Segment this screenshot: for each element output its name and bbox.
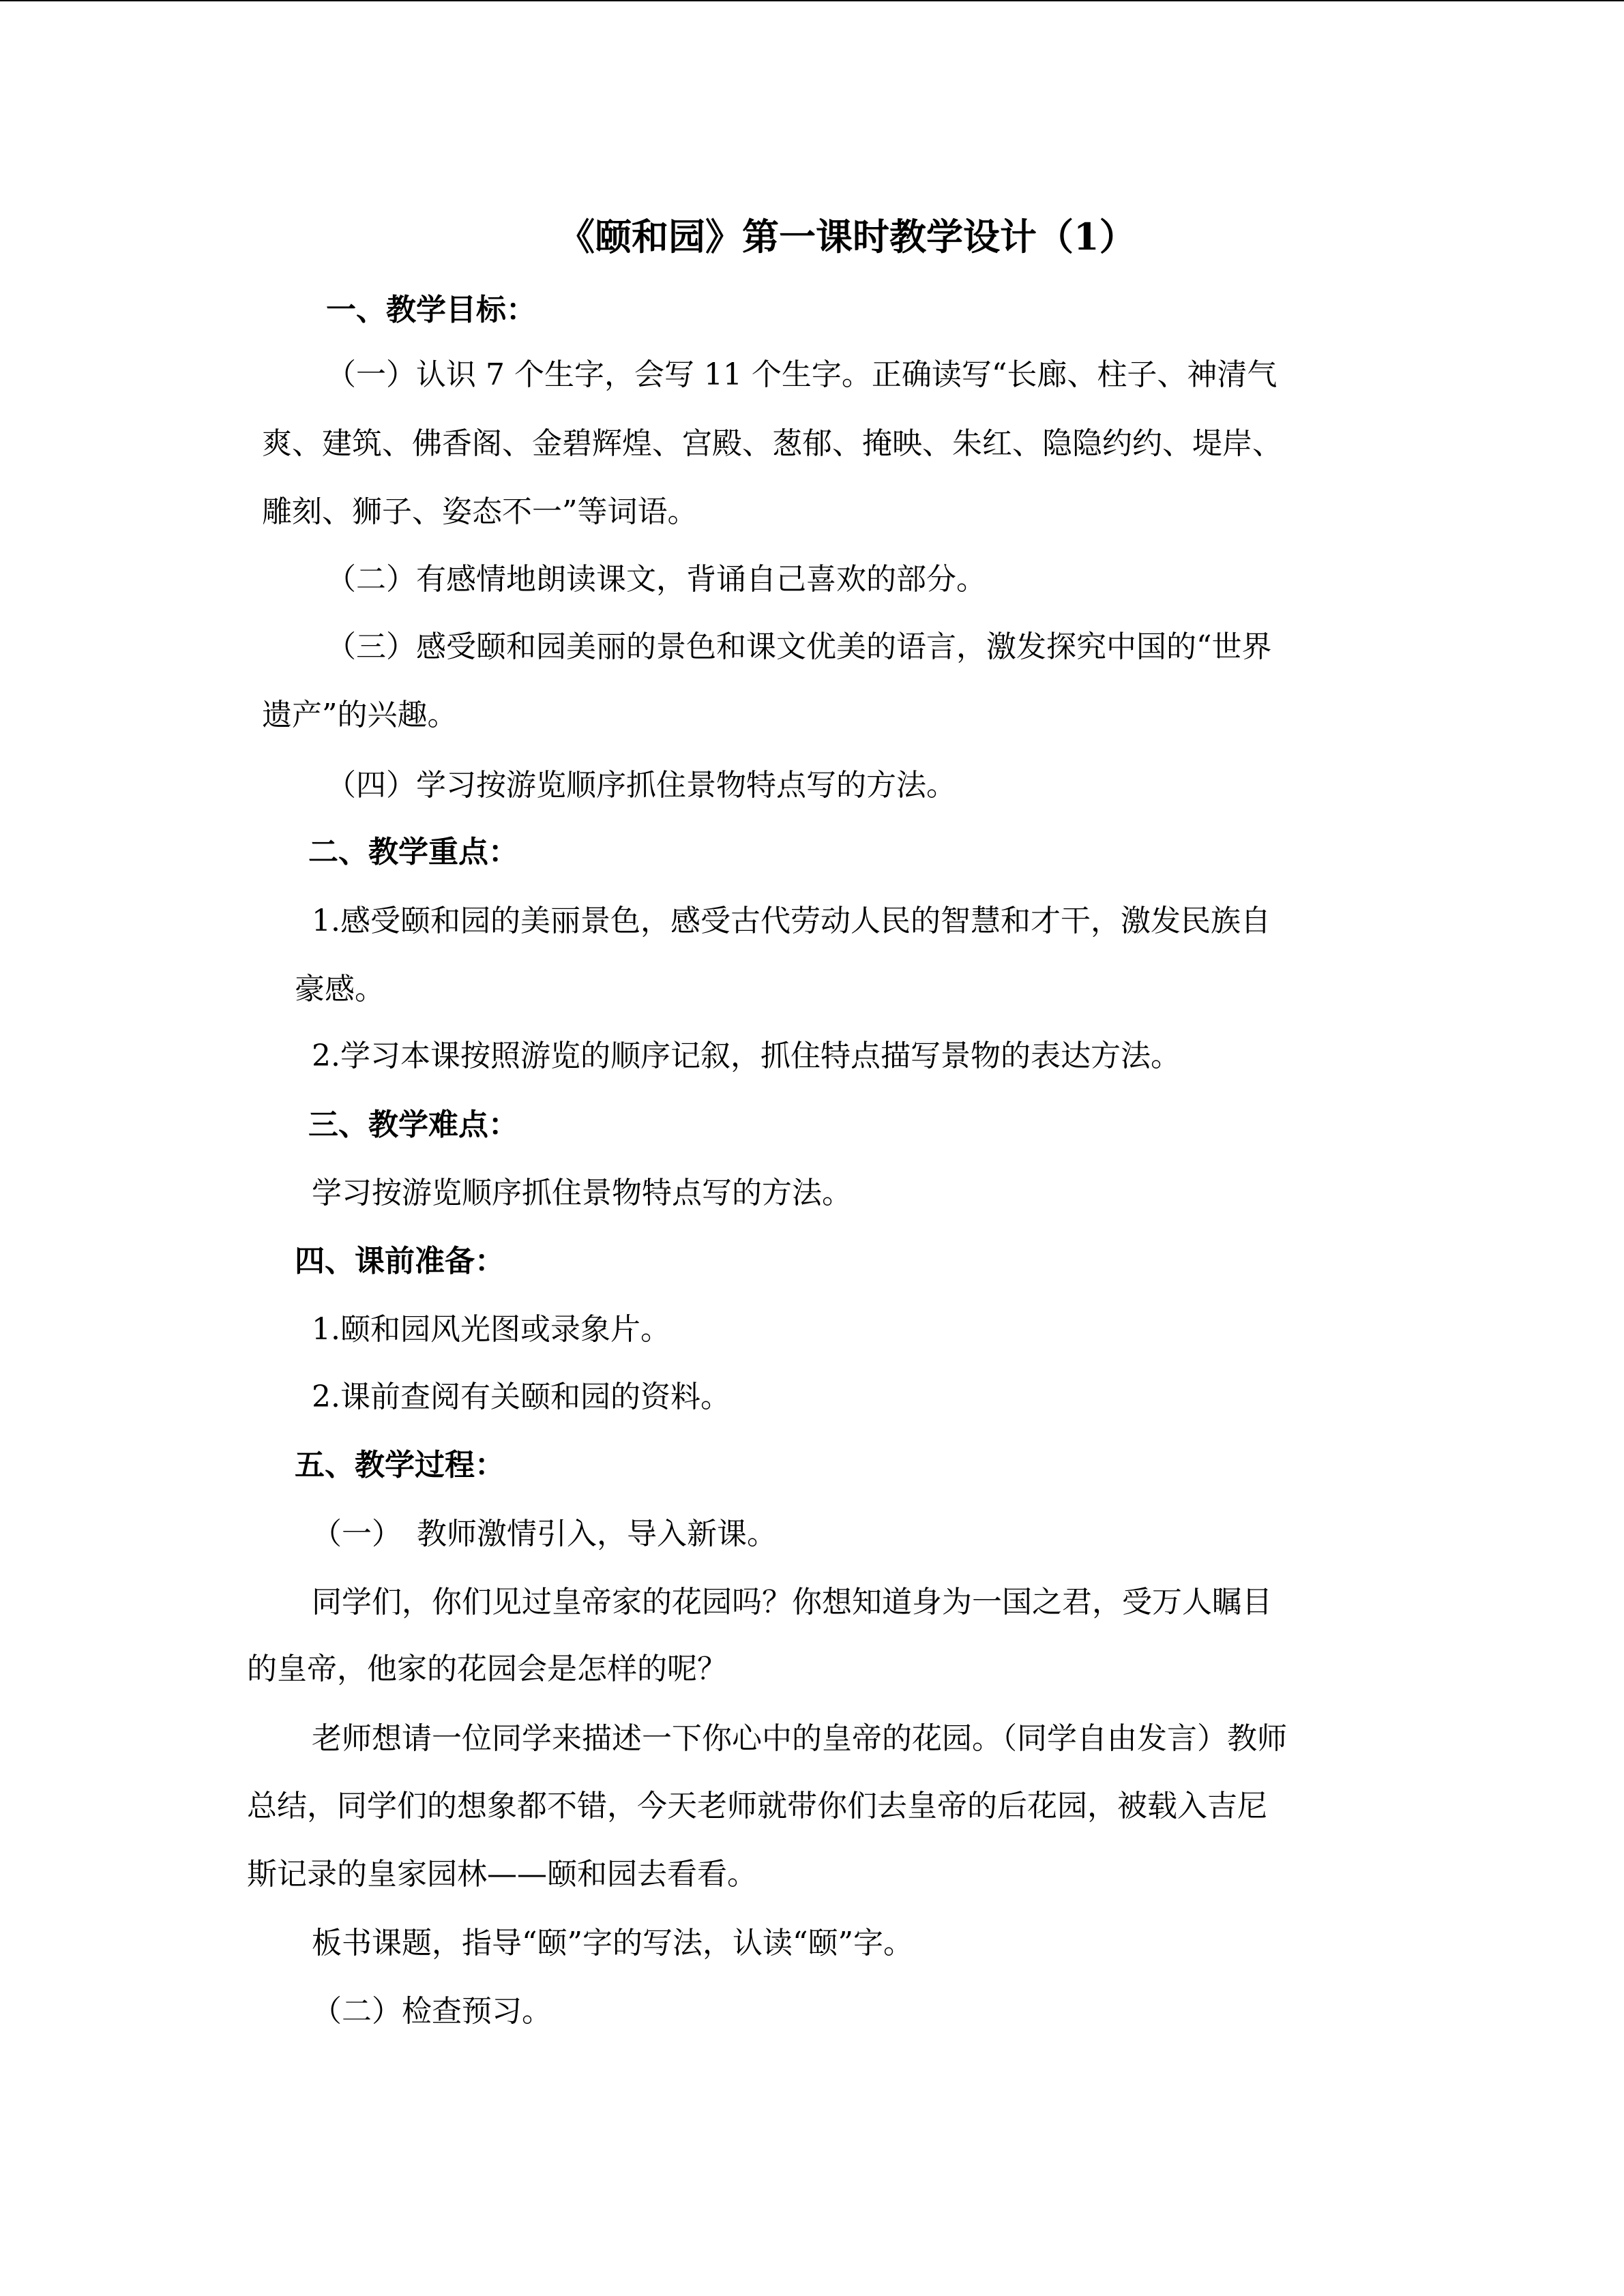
paragraph-line: （二）有感情地朗读课文，背诵自己喜欢的部分。: [326, 562, 986, 597]
paragraph-line: （一） 教师激情引入，导入新课。: [312, 1517, 777, 1551]
paragraph-line: 的皇帝，他家的花园会是怎样的呢？: [247, 1652, 727, 1686]
paragraph-line: 遗产”的兴趣。: [262, 698, 458, 732]
paragraph-line: 2.学习本课按照游览的顺序记叙，抓住特点描写景物的表达方法。: [312, 1039, 1181, 1073]
paragraph-line: 2.课前查阅有关颐和园的资料。: [312, 1380, 730, 1414]
section-heading-difficulties: 三、教学难点：: [308, 1107, 518, 1142]
paragraph-line: 斯记录的皇家园林——颐和园去看看。: [247, 1857, 757, 1892]
paragraph-line: 老师想请一位同学来描述一下你心中的皇帝的花园。（同学自由发言）教师: [312, 1721, 1287, 1756]
section-heading-process: 五、教学过程：: [295, 1448, 505, 1482]
section-heading-key-points: 二、教学重点：: [308, 835, 518, 869]
paragraph-line: 1.感受颐和园的美丽景色，感受古代劳动人民的智慧和才干，激发民族自: [312, 904, 1271, 938]
paragraph-line: （一）认识 7 个生字，会写 11 个生字。正确读写“长廊、柱子、神清气: [326, 357, 1278, 392]
document-title: 《颐和园》第一课时教学设计（1）: [558, 215, 1136, 258]
paragraph-line: 雕刻、狮子、姿态不一”等词语。: [262, 494, 698, 529]
paragraph-line: 豪感。: [295, 972, 385, 1007]
paragraph-line: （四）学习按游览顺序抓住景物特点写的方法。: [326, 768, 956, 803]
top-border-line: [0, 0, 1624, 1]
paragraph-line: 同学们，你们见过皇帝家的花园吗？你想知道身为一国之君，受万人瞩目: [312, 1585, 1272, 1620]
section-heading-preparation: 四、课前准备：: [295, 1244, 505, 1279]
paragraph-line: 1.颐和园风光图或录象片。: [312, 1312, 670, 1347]
paragraph-line: 总结，同学们的想象都不错，今天老师就带你们去皇帝的后花园，被载入吉尼: [247, 1789, 1267, 1823]
paragraph-line: 学习按游览顺序抓住景物特点写的方法。: [312, 1176, 852, 1210]
paragraph-line: （二）检查预习。: [312, 1994, 552, 2029]
section-heading-objectives: 一、教学目标：: [326, 293, 536, 327]
paragraph-line: 板书课题，指导“颐”字的写法，认读“颐”字。: [312, 1926, 913, 1960]
paragraph-line: 爽、建筑、佛香阁、金碧辉煌、宫殿、葱郁、掩映、朱红、隐隐约约、堤岸、: [262, 426, 1282, 461]
paragraph-line: （三）感受颐和园美丽的景色和课文优美的语言，激发探究中国的“世界: [326, 629, 1272, 664]
